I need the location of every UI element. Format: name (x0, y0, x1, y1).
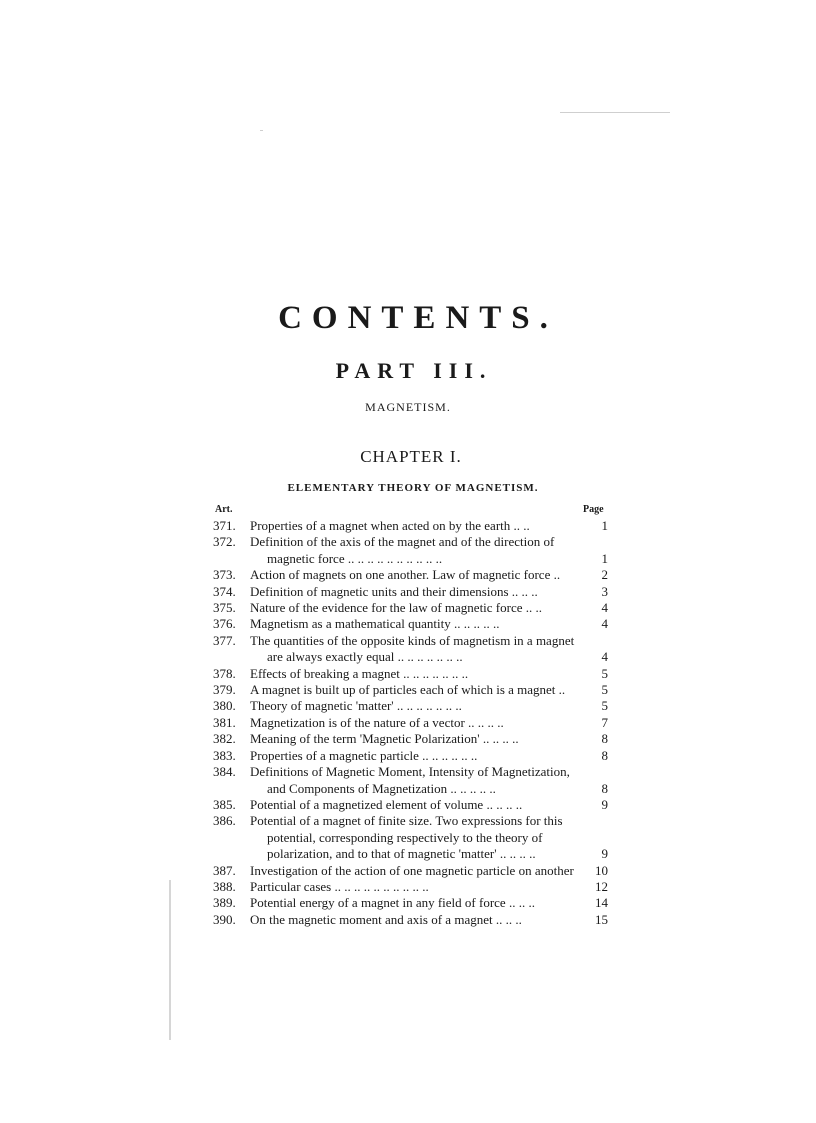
page-number: 3 (601, 583, 608, 599)
article-number: 385. (213, 796, 236, 812)
entry-title: On the magnetic moment and axis of a magnet .. .. .. (250, 911, 522, 927)
page-number: 9 (601, 846, 608, 862)
article-number: 380. (213, 698, 236, 714)
page-number: 1 (601, 550, 608, 566)
page-number: 5 (601, 682, 608, 698)
page-number: 4 (601, 600, 608, 616)
subject-heading: MAGNETISM. (365, 400, 451, 414)
entry-title: Potential of a magnet of finite size. Two expressions for this potential, corresponding respectively to the theory of polarization, and to that of magnetic 'matter' .. .. .. .. (250, 813, 563, 862)
chapter-title: ELEMENTARY THEORY OF MAGNETISM. (287, 482, 539, 494)
toc-entry (213, 698, 608, 714)
contents-title: CONTENTS. (278, 300, 558, 336)
chapter-heading: CHAPTER I. (360, 447, 462, 466)
page-number: 9 (601, 796, 608, 812)
article-number: 371. (213, 518, 236, 533)
article-number: 376. (213, 616, 236, 632)
page-number: 15 (595, 911, 608, 927)
toc-entry (213, 797, 608, 813)
article-number: 378. (213, 665, 236, 681)
page-number: 12 (595, 878, 608, 894)
entry-title: Theory of magnetic 'matter' .. .. .. .. .. .. .. (250, 698, 462, 714)
page-number: 4 (601, 616, 608, 632)
toc-entry (213, 764, 608, 797)
toc-entry (213, 863, 608, 879)
entry-title: Magnetization is of the nature of a vector .. .. .. .. (250, 714, 504, 730)
toc-entry (213, 895, 608, 911)
article-number: 390. (213, 911, 236, 927)
article-number: 388. (213, 878, 236, 894)
toc-entry (213, 584, 608, 600)
article-number: 377. (213, 632, 236, 648)
article-number: 373. (213, 567, 236, 583)
page-number: 10 (595, 862, 608, 878)
toc-entry (213, 813, 608, 862)
entry-title: Magnetism as a mathematical quantity .. .. .. .. .. (250, 616, 500, 632)
entry-title: Properties of a magnetic particle .. .. .. .. .. .. (250, 747, 478, 763)
page-number: 8 (601, 731, 608, 747)
entry-title: Effects of breaking a magnet .. .. .. .. .. .. .. (250, 665, 469, 681)
entry-title: Investigation of the action of one magnetic particle on another (250, 862, 574, 878)
toc-entry (213, 748, 608, 764)
scan-mark (260, 130, 263, 131)
toc-entry (213, 731, 608, 747)
article-number: 372. (213, 534, 236, 550)
article-number: 375. (213, 600, 236, 616)
toc-entry (213, 518, 608, 534)
entry-title: Meaning of the term 'Magnetic Polarization' .. .. .. .. (250, 731, 519, 747)
article-number: 387. (213, 862, 236, 878)
entry-title: The quantities of the opposite kinds of magnetism in a magnet are always exactly equal .. .. .. .. .. .. .. (250, 632, 575, 665)
entry-title: Definition of the axis of the magnet and of the direction of magnetic force .. .. .. .. .. .. .. .. .. .. (250, 534, 555, 566)
article-column-label: Art. (215, 504, 233, 515)
article-number: 386. (213, 813, 236, 829)
page-number: 8 (601, 747, 608, 763)
page-number: 2 (601, 567, 608, 583)
toc-entry (213, 567, 608, 583)
toc-entry (213, 600, 608, 616)
toc-entry (213, 682, 608, 698)
article-number: 382. (213, 731, 236, 747)
toc-entry (213, 534, 608, 567)
entry-title: Definition of magnetic units and their dimensions .. .. .. (250, 583, 538, 599)
toc-entry (213, 616, 608, 632)
article-number: 384. (213, 764, 236, 780)
toc-entry (213, 879, 608, 895)
entry-title: Potential of a magnetized element of volume .. .. .. .. (250, 796, 523, 812)
scan-edge-mark (169, 880, 171, 1040)
entry-title: Properties of a magnet when acted on by the earth .. .. (250, 518, 530, 533)
page-number: 8 (601, 780, 608, 796)
scan-mark (560, 112, 670, 113)
entry-title: A magnet is built up of particles each of which is a magnet .. (250, 682, 566, 698)
entry-title: Definitions of Magnetic Moment, Intensity of Magnetization, and Components of Magnetization .. .. .. .. .. (250, 764, 570, 796)
page-number: 14 (595, 895, 608, 911)
part-heading: PART III. (335, 358, 493, 383)
toc-entry (213, 715, 608, 731)
article-number: 383. (213, 747, 236, 763)
page-number: 5 (601, 665, 608, 681)
article-number: 389. (213, 895, 236, 911)
toc-entry (213, 666, 608, 682)
page-number: 7 (601, 714, 608, 730)
entry-title: Action of magnets on one another. Law of magnetic force .. (250, 567, 561, 583)
page-number: 5 (601, 698, 608, 714)
toc-entry (213, 912, 608, 928)
entry-title: Potential energy of a magnet in any field of force .. .. .. (250, 895, 535, 911)
toc-entry (213, 633, 608, 666)
page-number: 4 (601, 649, 608, 665)
article-number: 379. (213, 682, 236, 698)
article-number: 381. (213, 714, 236, 730)
entry-title: Particular cases .. .. .. .. .. .. .. .. .. .. (250, 878, 429, 894)
table-of-contents (213, 518, 608, 928)
page-column-label: Page (583, 504, 604, 515)
page-number: 1 (601, 518, 608, 533)
entry-title: Nature of the evidence for the law of magnetic force .. .. (250, 600, 543, 616)
article-number: 374. (213, 583, 236, 599)
